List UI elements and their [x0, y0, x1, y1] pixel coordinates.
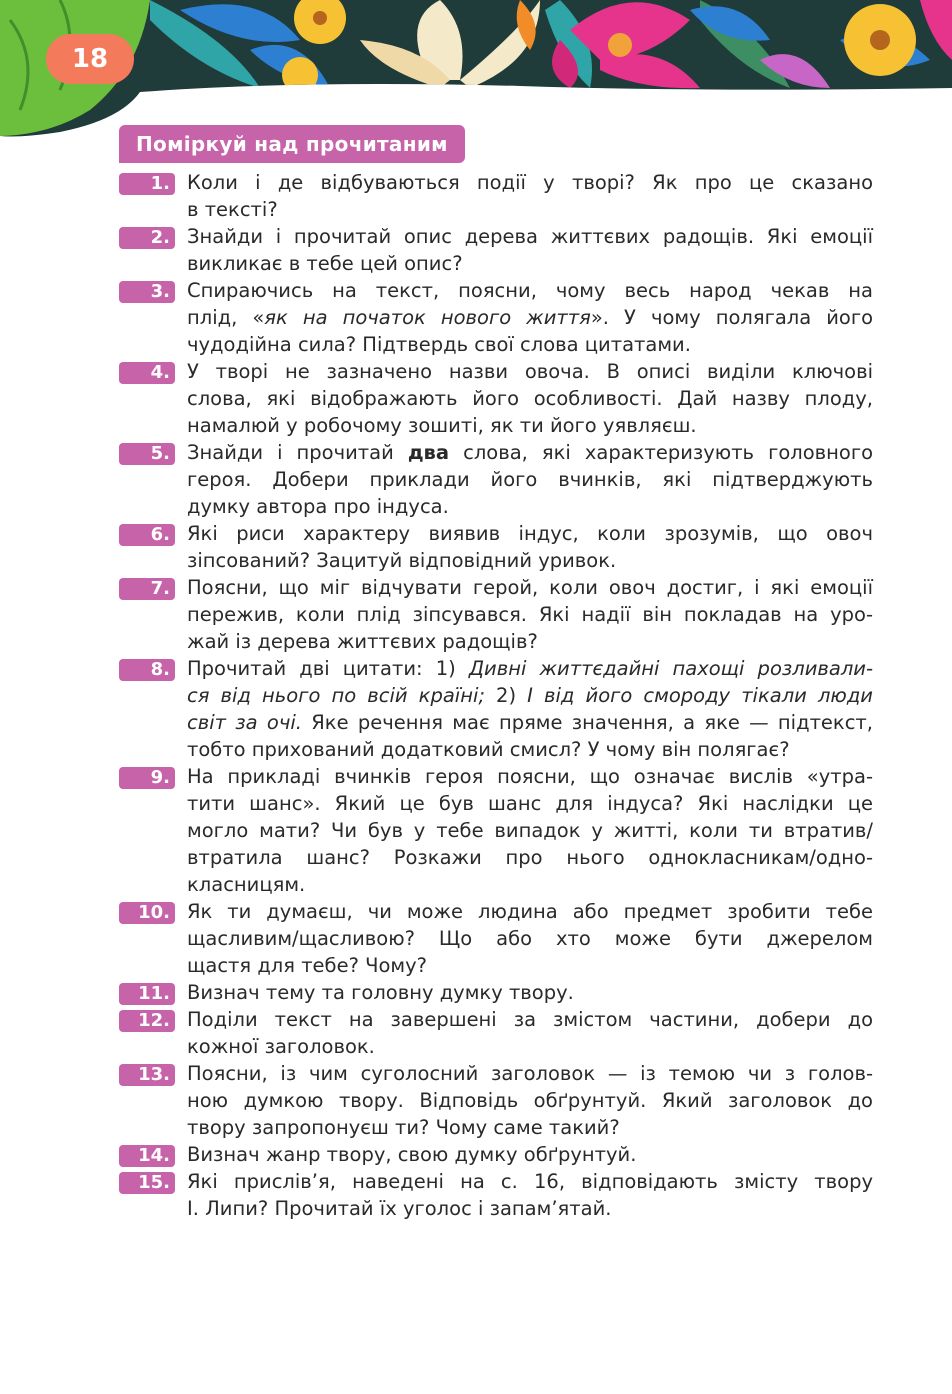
question-line [187, 331, 873, 358]
question-line [187, 493, 873, 520]
question-text: плід, « [187, 306, 265, 329]
page-number: 18 [46, 34, 134, 84]
question-number-badge: 12. [119, 1010, 175, 1032]
question-line [187, 1033, 873, 1060]
question-line [187, 682, 873, 709]
question-text: Коли і де відбуваються події у творі? Як про це сказано [187, 171, 873, 194]
question-text: щасливим/щасливою? Що або хто може бути джерелом [187, 927, 873, 950]
question-text: викликає в тебе цей опис? [187, 252, 463, 275]
question-item [119, 898, 873, 979]
question-line [187, 1141, 873, 1168]
question-item [119, 574, 873, 655]
question-line [187, 601, 873, 628]
question-line [187, 466, 873, 493]
question-line [187, 736, 873, 763]
question-number-badge: 11. [119, 983, 175, 1005]
question-item [119, 439, 873, 520]
question-number-badge: 10. [119, 902, 175, 924]
question-line [187, 1006, 873, 1033]
question-text: тобто прихований додатковий смисл? У чому він полягає? [187, 738, 790, 761]
question-text: зіпсований? Зацитуй відповідний уривок. [187, 549, 617, 572]
question-text: Прочитай дві цитати: 1) [187, 657, 469, 680]
question-line [187, 520, 873, 547]
question-number-badge: 13. [119, 1064, 175, 1086]
question-item [119, 520, 873, 574]
question-text: слова, які характеризують головного [449, 441, 873, 464]
floral-banner [0, 0, 952, 140]
question-line [187, 763, 873, 790]
question-number-badge: 6. [119, 524, 175, 546]
question-line [187, 655, 873, 682]
question-text: твору запропонуєш ти? Чому саме такий? [187, 1116, 620, 1139]
question-text: пережив, коли плід зіпсувався. Які надії він покладав на уро- [187, 603, 873, 626]
question-line [187, 898, 873, 925]
question-text: могло мати? Чи був у тебе випадок у житті, коли ти втратив/ [187, 819, 873, 842]
question-number-badge: 2. [119, 227, 175, 249]
question-text: Дивні життєдайні пахощі розливали- [468, 657, 873, 680]
question-line [187, 709, 873, 736]
question-text: чудодійна сила? Підтвердь свої слова цитатами. [187, 333, 691, 356]
question-text: героя. Добери приклади його вчинків, які підтверджують [187, 468, 873, 491]
question-text: Які риси характеру виявив індус, коли зрозумів, що овоч [187, 522, 873, 545]
question-item [119, 763, 873, 898]
question-text: світ за очі. [187, 711, 302, 734]
question-number-badge: 5. [119, 443, 175, 465]
question-line [187, 628, 873, 655]
question-list [119, 169, 873, 1222]
question-text: щастя для тебе? Чому? [187, 954, 428, 977]
question-line [187, 574, 873, 601]
question-text: 2) [484, 684, 528, 707]
question-line [187, 1114, 873, 1141]
question-text: Знайди і прочитай опис дерева життєвих радощів. Які емоції [187, 225, 873, 248]
question-text: Знайди і прочитай [187, 441, 408, 464]
question-text: Визнач жанр твору, свою думку обґрунтуй. [187, 1143, 637, 1166]
question-text: намалюй у робочому зошиті, як ти його уявляєш. [187, 414, 697, 437]
question-text: Спираючись на текст, поясни, чому весь народ чекав на [187, 279, 873, 302]
question-item [119, 277, 873, 358]
question-text: в тексті? [187, 198, 278, 221]
question-line [187, 196, 873, 223]
question-text: Поділи текст на завершені за змістом частини, добери до [187, 1008, 873, 1031]
question-text: Які прислів’я, наведені на с. 16, відповідають змісту твору [187, 1170, 873, 1193]
question-line [187, 790, 873, 817]
question-text: ся від нього по всій країні; [187, 684, 485, 707]
question-text: думку автора про індуса. [187, 495, 449, 518]
question-text: жай із дерева життєвих радощів? [187, 630, 538, 653]
question-item [119, 358, 873, 439]
question-line [187, 1168, 873, 1195]
question-text: У творі не зазначено назви овоча. В описі виділи ключові [187, 360, 873, 383]
question-text: тити шанс». Який це був шанс для індуса? Які наслідки це [187, 792, 873, 815]
question-line [187, 304, 873, 331]
question-item [119, 1060, 873, 1141]
question-line [187, 358, 873, 385]
question-text: Яке речення має пряме значення, а яке — підтекст, [301, 711, 873, 734]
question-text: Поясни, із чим суголосний заголовок — із темою чи з голов- [187, 1062, 873, 1085]
question-line [187, 844, 873, 871]
question-number-badge: 7. [119, 578, 175, 600]
question-text: кожної заголовок. [187, 1035, 375, 1058]
question-text: як на початок нового життя [264, 306, 591, 329]
question-line [187, 1060, 873, 1087]
question-number-badge: 8. [119, 659, 175, 681]
question-text: втратила шанс? Розкажи про нього однокласникам/одно- [187, 846, 873, 869]
question-line [187, 817, 873, 844]
question-text: Як ти думаєш, чи може людина або предмет зробити тебе [187, 900, 873, 923]
question-item [119, 979, 873, 1006]
question-line [187, 412, 873, 439]
question-text: слова, які відображають його особливості. Дай назву плоду, [187, 387, 873, 410]
question-text: два [407, 441, 450, 464]
question-line [187, 925, 873, 952]
question-line [187, 1195, 873, 1222]
question-line [187, 169, 873, 196]
question-text: Визнач тему та головну думку твору. [187, 981, 574, 1004]
question-text: На прикладі вчинків героя поясни, що означає вислів «утра- [187, 765, 873, 788]
section-title: Поміркуй над прочитаним [119, 125, 465, 163]
question-number-badge: 14. [119, 1145, 175, 1167]
question-number-badge: 3. [119, 281, 175, 303]
question-text: І від його смороду тікали люди [527, 684, 873, 707]
question-text: ». У чому полягала його [590, 306, 873, 329]
question-number-badge: 15. [119, 1172, 175, 1194]
question-text: І. Липи? Прочитай їх уголос і запам’ятай. [187, 1197, 612, 1220]
question-line [187, 952, 873, 979]
question-item [119, 169, 873, 223]
question-item [119, 655, 873, 763]
question-item [119, 1141, 873, 1168]
question-number-badge: 9. [119, 767, 175, 789]
question-item [119, 1168, 873, 1222]
question-number-badge: 4. [119, 362, 175, 384]
question-line [187, 979, 873, 1006]
question-line [187, 223, 873, 250]
question-line [187, 250, 873, 277]
question-number-badge: 1. [119, 173, 175, 195]
question-text: класницям. [187, 873, 306, 896]
question-line [187, 1087, 873, 1114]
question-text: ною думкою твору. Відповідь обґрунтуй. Який заголовок до [187, 1089, 873, 1112]
question-line [187, 871, 873, 898]
question-item [119, 223, 873, 277]
question-text: Поясни, що міг відчувати герой, коли овоч достиг, і які емоції [187, 576, 873, 599]
question-line [187, 277, 873, 304]
question-line [187, 439, 873, 466]
question-line [187, 385, 873, 412]
question-line [187, 547, 873, 574]
question-item [119, 1006, 873, 1060]
